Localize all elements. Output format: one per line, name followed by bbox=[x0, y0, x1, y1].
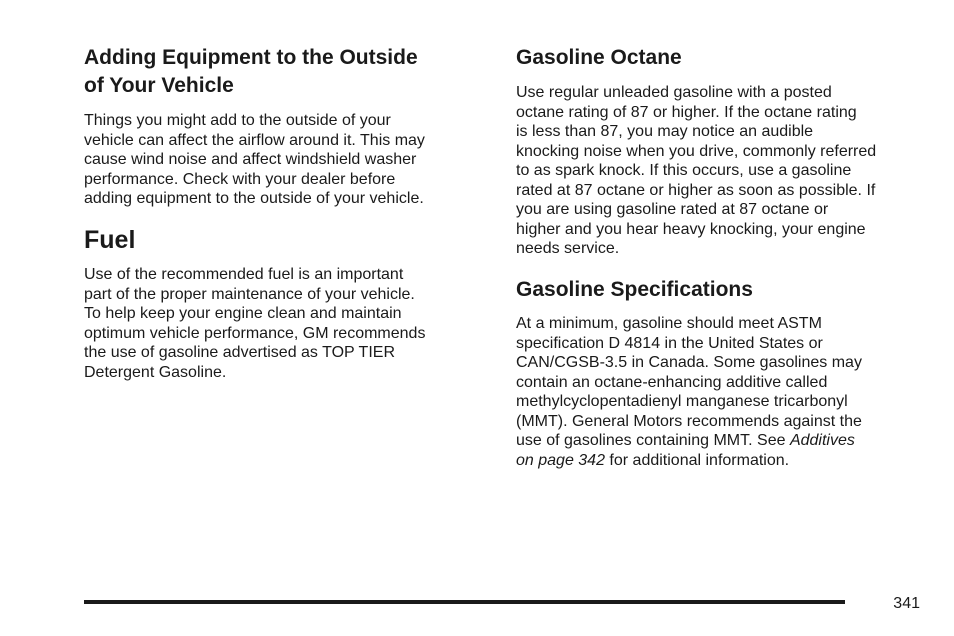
equipment-body-line: adding equipment to the outside of your vehicle. bbox=[84, 190, 424, 207]
fuel-heading: Fuel bbox=[84, 226, 136, 254]
fuel-body-line: part of the proper maintenance of your vehicle. bbox=[84, 285, 415, 303]
specs-body-text: use of gasolines containing MMT. See bbox=[516, 432, 786, 449]
octane-body-line: rated at 87 octane or higher as soon as possible. If bbox=[516, 181, 876, 199]
specs-body-text: for additional information. bbox=[604, 451, 790, 469]
specs-body-line: contain an octane-enhancing additive called bbox=[516, 373, 828, 391]
specs-body-line bbox=[516, 451, 789, 470]
specs-body-line: CAN/CGSB-3.5 in Canada. Some gasolines may bbox=[516, 354, 862, 371]
footer-rule bbox=[84, 600, 845, 604]
specs-body-line bbox=[516, 431, 855, 450]
equipment-heading-line1: Adding Equipment to the Outside bbox=[84, 46, 418, 69]
specs-body-line: At a minimum, gasoline should meet ASTM bbox=[516, 315, 822, 332]
fuel-body-line: the use of gasoline advertised as TOP TIER bbox=[84, 344, 395, 361]
fuel-body-line: Use of the recommended fuel is an important bbox=[84, 266, 404, 283]
fuel-body-line: optimum vehicle performance, GM recommends bbox=[84, 324, 426, 342]
fuel-body-line: To help keep your engine clean and maintain bbox=[84, 305, 402, 322]
octane-body-line: Use regular unleaded gasoline with a posted bbox=[516, 84, 832, 101]
octane-body-line: needs service. bbox=[516, 240, 620, 257]
octane-body-line: knocking noise when you drive, commonly referred bbox=[516, 142, 877, 160]
equipment-body-line: vehicle can affect the airflow around it. This may bbox=[84, 131, 425, 149]
octane-body-line: higher and you hear heavy knocking, your engine bbox=[516, 220, 866, 238]
equipment-heading-line2: of Your Vehicle bbox=[84, 74, 234, 97]
fuel-body-line: Detergent Gasoline. bbox=[84, 363, 227, 381]
octane-heading: Gasoline Octane bbox=[516, 46, 682, 69]
octane-body-line: you are using gasoline rated at 87 octane or bbox=[516, 201, 829, 218]
octane-body-line: to as spark knock. If this occurs, use a gasoline bbox=[516, 162, 852, 179]
specs-heading: Gasoline Specifications bbox=[516, 278, 753, 301]
page-number: 341 bbox=[893, 595, 920, 612]
specs-body-line: methylcyclopentadienyl manganese tricarbonyl bbox=[516, 393, 848, 410]
equipment-body-line: performance. Check with your dealer before bbox=[84, 170, 396, 188]
equipment-body-line: cause wind noise and affect windshield washer bbox=[84, 151, 417, 168]
specs-body-line: specification D 4814 in the United States or bbox=[516, 334, 823, 352]
octane-body-line: octane rating of 87 or higher. If the octane rating bbox=[516, 103, 857, 121]
equipment-body-line: Things you might add to the outside of your bbox=[84, 112, 391, 129]
additives-reference-link[interactable]: Additives bbox=[789, 432, 855, 449]
page-reference-link[interactable]: on page 342 bbox=[516, 451, 605, 469]
octane-body-line: is less than 87, you may notice an audible bbox=[516, 123, 814, 140]
specs-body-line: (MMT). General Motors recommends against the bbox=[516, 412, 862, 430]
